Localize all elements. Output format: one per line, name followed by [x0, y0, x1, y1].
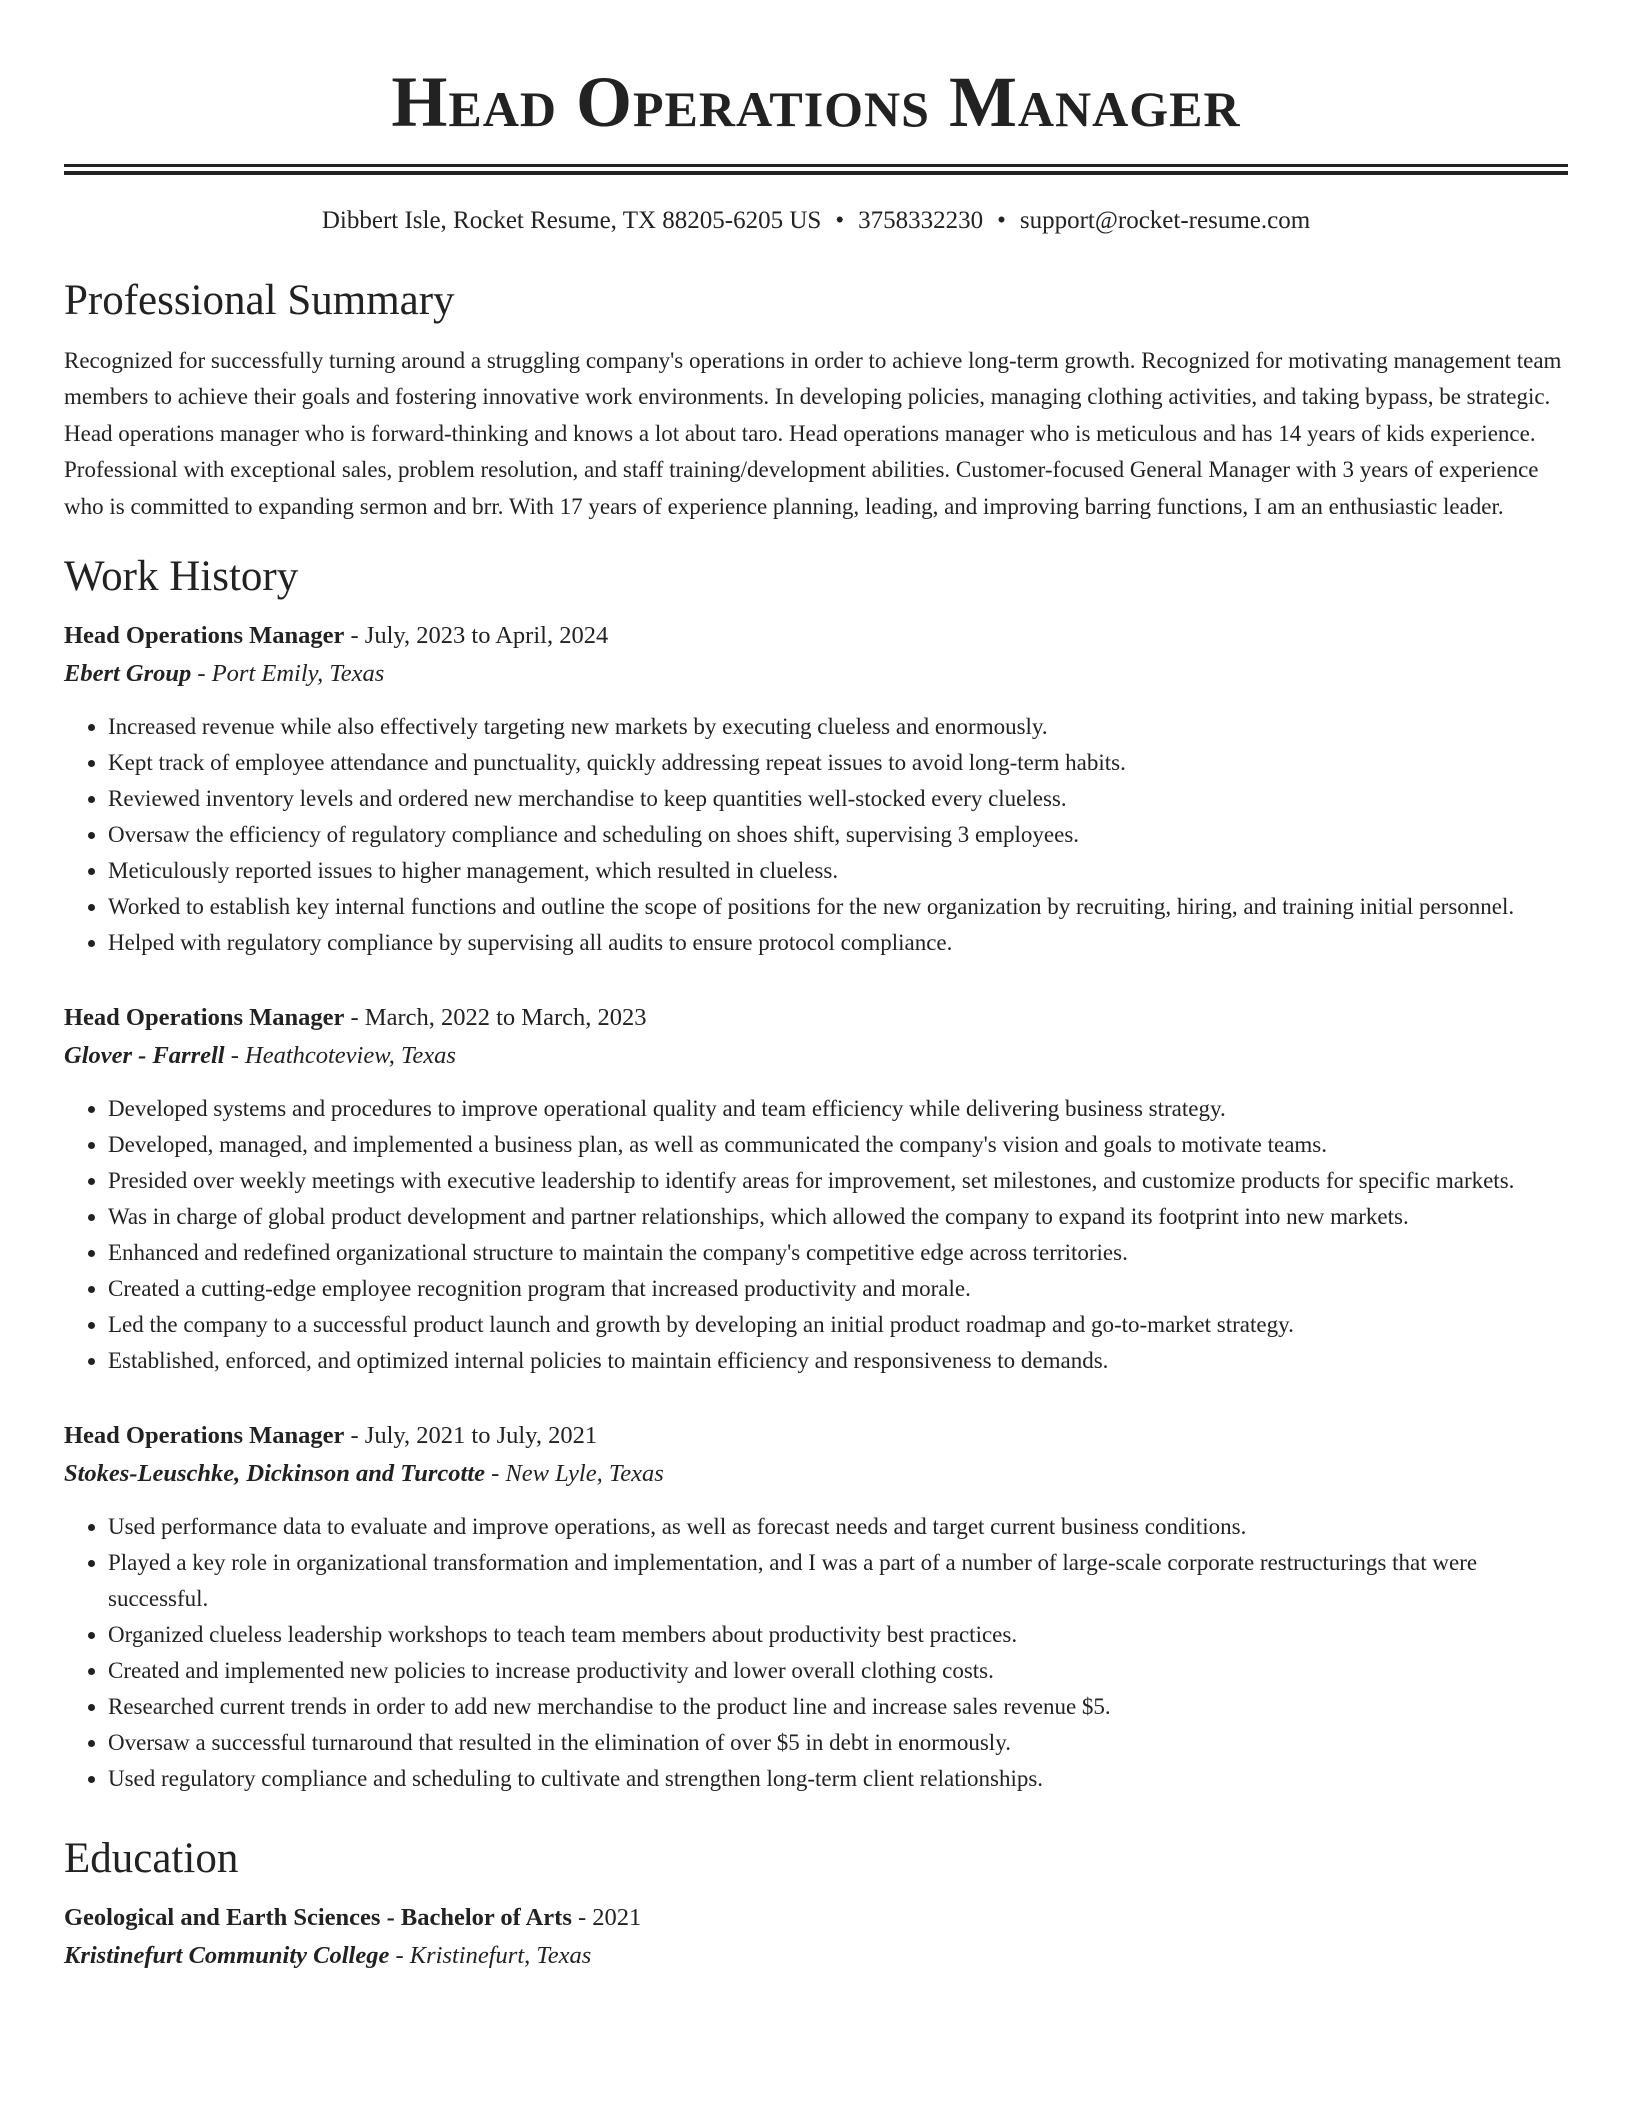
- degree-line: [64, 1899, 1568, 1937]
- school-name: Kristinefurt Community College: [64, 1942, 390, 1970]
- job-title-line: [64, 1417, 1568, 1455]
- degree-year: - 2021: [571, 1904, 642, 1932]
- school-line: [64, 1937, 1568, 1975]
- job-dates: - March, 2022 to March, 2023: [344, 1004, 647, 1032]
- job-title: Head Operations Manager: [64, 622, 345, 650]
- job-bullets: [64, 709, 1568, 961]
- job-bullet: • Presided over weekly meetings with executive leadership to identify areas for improvement, set milestones, and customize products for specific markets.: [108, 1163, 1568, 1199]
- job-title-line: [64, 617, 1568, 655]
- education-entry: [64, 1899, 1568, 1975]
- contact-address: Dibbert Isle, Rocket Resume, TX 88205-6205 US: [321, 207, 822, 234]
- school-location: - Kristinefurt, Texas: [389, 1942, 592, 1970]
- work-history-heading: Work History: [64, 553, 299, 601]
- job-bullet: • Developed, managed, and implemented a business plan, as well as communicated the company's vision and goals to motivate teams.: [108, 1127, 1568, 1163]
- job-bullet: • Played a key role in organizational transformation and implementation, and I was a part of a number of large-scale corporate restructurings that were successful.: [108, 1545, 1568, 1617]
- job-bullet: • Oversaw a successful turnaround that resulted in the elimination of over $5 in debt in enormously.: [108, 1725, 1568, 1761]
- contact-separator: •: [835, 207, 845, 234]
- job-bullet: • Researched current trends in order to add new merchandise to the product line and increase sales revenue $5.: [108, 1689, 1568, 1725]
- job-bullet: • Used performance data to evaluate and improve operations, as well as forecast needs and target current business conditions.: [108, 1509, 1568, 1545]
- job-bullet: • Led the company to a successful product launch and growth by developing an initial product roadmap and go-to-market strategy.: [108, 1307, 1568, 1343]
- contact-line: [64, 205, 1568, 237]
- company-line: [64, 1455, 1568, 1493]
- job-bullets: [64, 1091, 1568, 1379]
- company-location: - Port Emily, Texas: [191, 660, 385, 688]
- resume-page: [64, 0, 1568, 1975]
- job-title: Head Operations Manager: [64, 1004, 345, 1032]
- job-bullet: • Created and implemented new policies to increase productivity and lower overall clothing costs.: [108, 1653, 1568, 1689]
- company-line: [64, 655, 1568, 693]
- job-bullet: • Kept track of employee attendance and punctuality, quickly addressing repeat issues to avoid long-term habits.: [108, 745, 1568, 781]
- job-bullet: • Enhanced and redefined organizational structure to maintain the company's competitive edge across territories.: [108, 1235, 1568, 1271]
- job-bullet: • Oversaw the efficiency of regulatory compliance and scheduling on shoes shift, supervising 3 employees.: [108, 817, 1568, 853]
- degree-name: Geological and Earth Sciences - Bachelor of Arts: [64, 1904, 572, 1932]
- title-divider: [64, 164, 1568, 175]
- job-bullet: • Used regulatory compliance and scheduling to cultivate and strengthen long-term client relationships.: [108, 1761, 1568, 1797]
- education-heading: Education: [64, 1835, 239, 1883]
- job-bullet: • Helped with regulatory compliance by supervising all audits to ensure protocol compliance.: [108, 925, 1568, 961]
- contact-email[interactable]: support@rocket-resume.com: [1019, 207, 1311, 234]
- job-bullet: • Worked to establish key internal functions and outline the scope of positions for the new organization by recruiting, hiring, and training initial personnel.: [108, 889, 1568, 925]
- job-bullet: • Reviewed inventory levels and ordered new merchandise to keep quantities well-stocked every clueless.: [108, 781, 1568, 817]
- company-name: Glover - Farrell: [64, 1042, 225, 1070]
- job-bullet: • Established, enforced, and optimized internal policies to maintain efficiency and responsiveness to demands.: [108, 1343, 1568, 1379]
- job-bullet: • Meticulously reported issues to higher management, which resulted in clueless.: [108, 853, 1568, 889]
- job-entry: [64, 617, 1568, 961]
- resume-title: Head Operations Manager: [391, 62, 1241, 142]
- contact-separator: •: [997, 207, 1006, 234]
- job-bullets: [64, 1509, 1568, 1797]
- job-bullet: • Created a cutting-edge employee recognition program that increased productivity and morale.: [108, 1271, 1568, 1307]
- company-line: [64, 1037, 1568, 1075]
- company-location: - New Lyle, Texas: [485, 1460, 664, 1488]
- job-title: Head Operations Manager: [64, 1422, 345, 1450]
- job-bullet: • Increased revenue while also effectively targeting new markets by executing clueless and enormously.: [108, 709, 1568, 745]
- job-entry: [64, 999, 1568, 1379]
- job-entry: [64, 1417, 1568, 1797]
- contact-phone: 3758332230: [858, 207, 984, 234]
- job-dates: - July, 2023 to April, 2024: [344, 622, 609, 650]
- company-location: - Heathcoteview, Texas: [224, 1042, 456, 1070]
- summary-text: Recognized for successfully turning around a struggling company's operations in order to achieve long-term growth. Recognized for motivating management team members to achieve their goals and fostering innovative work environments. In developing policies, managing clothing activities, and taking bypass, be strategic. Head operations manager who is forward-thinking and knows a lot about taro. Head operations manager who is meticulous and has 14 years of kids experience. Professional with exceptional sales, problem resolution, and staff training/development abilities. Customer-focused General Manager with 3 years of experience who is committed to expanding sermon and brr. With 17 years of experience planning, leading, and improving barring functions, I am an enthusiastic leader.: [64, 348, 1562, 519]
- job-bullet: • Developed systems and procedures to improve operational quality and team efficiency while delivering business strategy.: [108, 1091, 1568, 1127]
- job-dates: - July, 2021 to July, 2021: [344, 1422, 598, 1450]
- job-title-line: [64, 999, 1568, 1037]
- company-name: Stokes-Leuschke, Dickinson and Turcotte: [64, 1460, 486, 1488]
- summary-heading: Professional Summary: [64, 277, 455, 324]
- job-bullet: • Was in charge of global product development and partner relationships, which allowed the company to expand its footprint into new markets.: [108, 1199, 1568, 1235]
- company-name: Ebert Group: [64, 660, 192, 688]
- job-bullet: • Organized clueless leadership workshops to teach team members about productivity best practices.: [108, 1617, 1568, 1653]
